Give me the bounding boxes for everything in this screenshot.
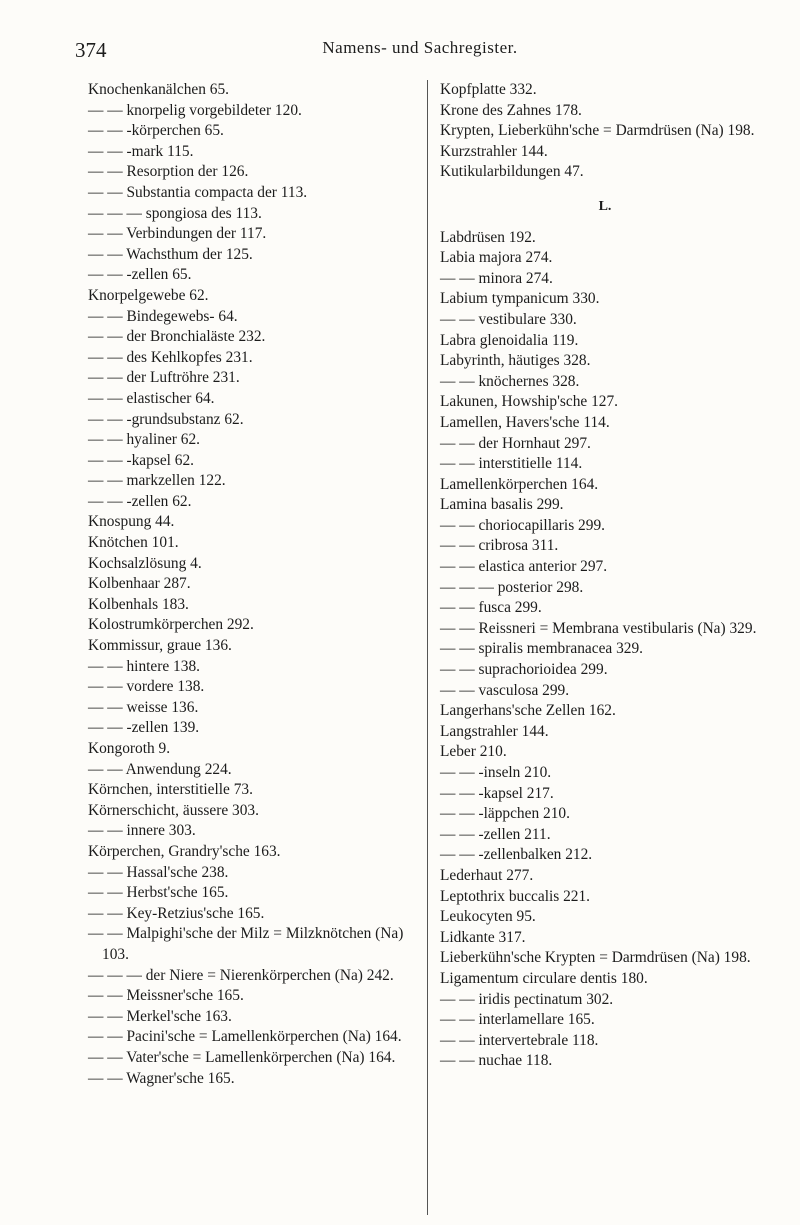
index-entry: — — intervertebrale 118. bbox=[440, 1031, 599, 1049]
index-entry: Kurzstrahler 144. bbox=[440, 142, 548, 160]
index-entry: — — — posterior 298. bbox=[440, 578, 584, 596]
index-entry: Lakunen, Howship'sche 127. bbox=[440, 393, 619, 411]
index-entry: Leber 210. bbox=[440, 743, 507, 761]
index-entry: — — innere 303. bbox=[88, 822, 196, 840]
page-number: 374 bbox=[75, 38, 107, 62]
index-entry: Langstrahler 144. bbox=[440, 722, 549, 740]
index-entry: — — Wachsthum der 125. bbox=[88, 245, 253, 263]
index-entry: — — spiralis membranacea 329. bbox=[440, 640, 644, 658]
index-entry: Kutikularbildungen 47. bbox=[440, 163, 584, 181]
index-entry: — — Hassal'sche 238. bbox=[88, 863, 229, 881]
index-entry: — — Reissneri = Membrana vestibularis (Na) 329. bbox=[440, 619, 757, 637]
index-entry: Labra glenoidalia 119. bbox=[440, 331, 579, 349]
index-entry: — — elastischer 64. bbox=[88, 389, 215, 407]
index-entry: — — Bindegewebs- 64. bbox=[88, 307, 238, 325]
index-entry: — — knöchernes 328. bbox=[440, 372, 580, 390]
index-entry: — — der Hornhaut 297. bbox=[440, 434, 591, 452]
index-entry: Kolbenhaar 287. bbox=[88, 575, 191, 593]
index-entry: — — der Bronchialäste 232. bbox=[88, 328, 266, 346]
index-entry: — — Wagner'sche 165. bbox=[88, 1069, 235, 1087]
index-entry: Labyrinth, häutiges 328. bbox=[440, 352, 591, 370]
index-entry: — — interlamellare 165. bbox=[440, 1011, 595, 1029]
index-entry: Labia majora 274. bbox=[440, 249, 553, 267]
index-column-right bbox=[440, 80, 770, 1072]
index-entry: — — hintere 138. bbox=[88, 657, 200, 675]
index-entry: Knorpelgewebe 62. bbox=[88, 286, 209, 304]
index-entry: — — knorpelig vorgebildeter 120. bbox=[88, 101, 302, 119]
index-entry: — — choriocapillaris 299. bbox=[440, 516, 605, 534]
index-entry: — — iridis pectinatum 302. bbox=[440, 990, 614, 1008]
index-entry: — — -grundsubstanz 62. bbox=[88, 410, 244, 428]
index-entry: Knochenkanälchen 65. bbox=[88, 81, 230, 98]
index-entry: — — Pacini'sche = Lamellenkörperchen (Na) 164. bbox=[88, 1028, 402, 1046]
index-entry: — — Malpighi'sche der Milz = Milzknötchen (Na) 103. bbox=[88, 925, 404, 963]
index-entry: Labdrüsen 192. bbox=[440, 228, 536, 246]
index-entry: — — Resorption der 126. bbox=[88, 163, 249, 181]
index-entry: — — -zellen 211. bbox=[440, 825, 551, 843]
index-entry: — — Herbst'sche 165. bbox=[88, 884, 229, 902]
index-entry: Langerhans'sche Zellen 162. bbox=[440, 702, 616, 720]
index-entry: Krypten, Lieberkühn'sche = Darmdrüsen (Na) 198. bbox=[440, 122, 755, 140]
index-entry: Kommissur, graue 136. bbox=[88, 637, 232, 655]
index-entry: Kolostrumkörperchen 292. bbox=[88, 616, 254, 634]
index-entry: Ligamentum circulare dentis 180. bbox=[440, 969, 648, 987]
index-entry: Kongoroth 9. bbox=[88, 740, 171, 757]
index-entry: Labium tympanicum 330. bbox=[440, 290, 600, 308]
index-entry: Knospung 44. bbox=[88, 513, 175, 531]
index-entry: — — -kapsel 217. bbox=[440, 784, 554, 802]
index-entry: — — -inseln 210. bbox=[440, 764, 552, 781]
index-block-l bbox=[440, 228, 770, 1072]
index-entry: — — Vater'sche = Lamellenkörperchen (Na) 164. bbox=[88, 1048, 396, 1066]
index-entry: Kopfplatte 332. bbox=[440, 81, 537, 98]
index-entry: Körnerschicht, äussere 303. bbox=[88, 801, 259, 819]
index-entry: — — — spongiosa des 113. bbox=[88, 204, 262, 222]
index-column-left bbox=[88, 80, 410, 1089]
index-entry: Kolbenhals 183. bbox=[88, 595, 189, 613]
index-entry: — — Substantia compacta der 113. bbox=[88, 183, 308, 201]
index-entry: Lamellenkörperchen 164. bbox=[440, 475, 599, 493]
index-entry: — — -körperchen 65. bbox=[88, 122, 224, 140]
index-entry: — — cribrosa 311. bbox=[440, 537, 559, 555]
index-entry: — — -zellen 65. bbox=[88, 266, 192, 284]
index-entry: — — Verbindungen der 117. bbox=[88, 225, 267, 243]
index-entry: — — vasculosa 299. bbox=[440, 681, 570, 699]
running-title: Namens- und Sachregister. bbox=[322, 38, 518, 57]
index-entry: Knötchen 101. bbox=[88, 534, 179, 552]
index-entry: — — des Kehlkopfes 231. bbox=[88, 348, 253, 366]
index-entry: — — -zellen 139. bbox=[88, 719, 200, 737]
index-entry: — — Anwendung 224. bbox=[88, 760, 232, 778]
index-block-k bbox=[440, 80, 770, 183]
index-entry: Lederhaut 277. bbox=[440, 866, 534, 884]
index-entry: — — interstitielle 114. bbox=[440, 455, 583, 473]
index-entry: — — weisse 136. bbox=[88, 698, 199, 716]
index-entry: Krone des Zahnes 178. bbox=[440, 101, 582, 119]
index-entry: Lamina basalis 299. bbox=[440, 496, 564, 514]
index-entry: — — suprachorioidea 299. bbox=[440, 661, 608, 679]
index-entry: — — Meissner'sche 165. bbox=[88, 987, 244, 1005]
index-entry: Leukocyten 95. bbox=[440, 908, 536, 926]
index-entry: — — vordere 138. bbox=[88, 678, 205, 696]
index-entry: Körnchen, interstitielle 73. bbox=[88, 781, 253, 799]
index-entry: — — -mark 115. bbox=[88, 142, 194, 160]
index-entry: — — -kapsel 62. bbox=[88, 451, 195, 469]
index-entry: — — der Luftröhre 231. bbox=[88, 369, 240, 387]
column-divider bbox=[427, 80, 428, 1215]
index-entry: — — fusca 299. bbox=[440, 599, 542, 617]
index-entry: — — Key-Retzius'sche 165. bbox=[88, 904, 265, 922]
index-entry: — — markzellen 122. bbox=[88, 472, 226, 490]
page-header bbox=[75, 38, 765, 64]
index-entry: Lieberkühn'sche Krypten = Darmdrüsen (Na) 198. bbox=[440, 949, 751, 967]
index-entry: — — nuchae 118. bbox=[440, 1052, 553, 1070]
index-entry: — — -läppchen 210. bbox=[440, 805, 570, 823]
index-entry: — — minora 274. bbox=[440, 269, 553, 287]
index-entry: — — -zellenbalken 212. bbox=[440, 846, 593, 864]
index-entry: — — vestibulare 330. bbox=[440, 310, 577, 328]
index-entry: Körperchen, Grandry'sche 163. bbox=[88, 842, 281, 860]
index-entry: Lamellen, Havers'sche 114. bbox=[440, 413, 610, 431]
index-entry: — — hyaliner 62. bbox=[88, 431, 200, 449]
index-entry: — — -zellen 62. bbox=[88, 492, 192, 510]
section-letter: L. bbox=[598, 198, 612, 214]
index-entry: — — elastica anterior 297. bbox=[440, 558, 608, 576]
index-entry: Lidkante 317. bbox=[440, 928, 526, 946]
index-entry: Kochsalzlösung 4. bbox=[88, 554, 202, 572]
index-entry: — — — der Niere = Nierenkörperchen (Na) 242. bbox=[88, 966, 394, 984]
index-entry: — — Merkel'sche 163. bbox=[88, 1007, 232, 1025]
index-entry: Leptothrix buccalis 221. bbox=[440, 887, 591, 905]
